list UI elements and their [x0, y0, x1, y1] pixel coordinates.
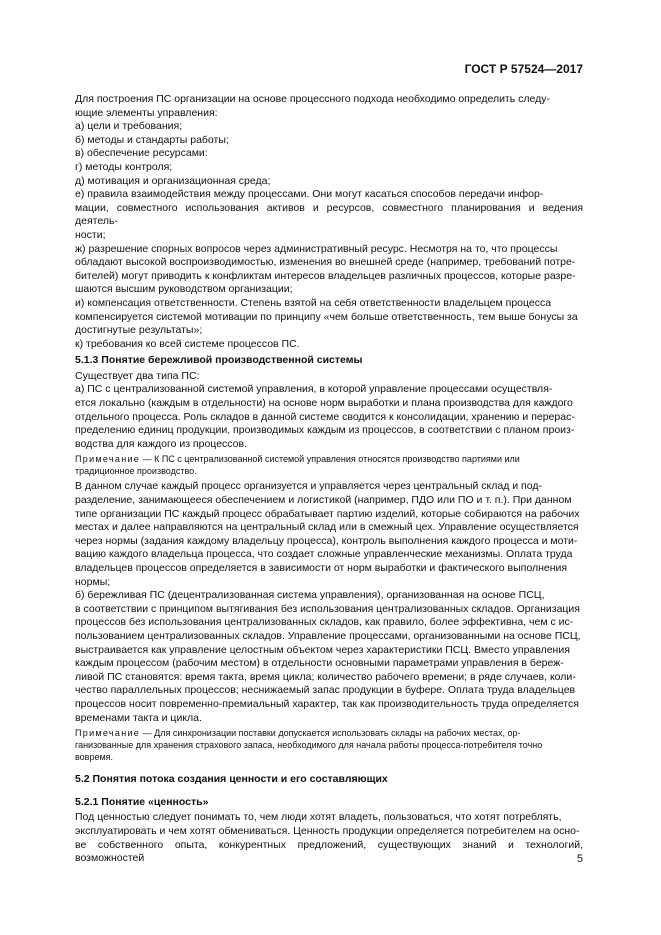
type-b-line-9: процессов носит повременно-премиальный характер, так как производительность труда определяется: [75, 697, 579, 710]
list-item-zh-4: шаются высшим руководством организации;: [75, 283, 293, 296]
note-2-line-3: вовремя.: [75, 752, 114, 763]
list-item-k: к) требования ко всей системе процессов ПС.: [75, 337, 300, 350]
case-line-1: В данном случае каждый процесс организуется и управляется через центральный склад и под-: [75, 480, 542, 493]
list-item-g: г) методы контроля;: [75, 160, 173, 173]
type-b-line-10: временами такта и цикла.: [75, 711, 202, 724]
case-line-8: нормы;: [75, 575, 111, 588]
case-line-6: вацию каждого владельца процесса, что создает сложные управленческие механизмы. Оплата труда: [75, 548, 573, 561]
note-2-line-1: — Для синхронизации поставки допускается использовать склады на рабочих местах, ор-: [140, 728, 521, 739]
type-a-line-2: ется локально (каждым в отдельности) на основе норм выработки и плана производства для каждого: [75, 397, 573, 410]
intro-line-2: ющие элементы управления:: [75, 106, 218, 119]
note-2-line-2: ганизованные для хранения страхового запаса, необходимого для начала работы процесса-потребителя точно: [75, 740, 543, 751]
type-a-line-5: водства для каждого из процессов.: [75, 437, 247, 450]
case-line-7: владельцев процессов определяется в зависимости от норм выработки и фактического выполнения: [75, 562, 568, 574]
type-b-line-8: чество параллельных процессов; неснижаемый запас продукции в буфере. Оплата труда владельцев: [75, 684, 576, 697]
list-item-d: д) мотивация и организационная среда;: [75, 174, 271, 187]
list-item-a: а) цели и требования;: [75, 120, 183, 133]
document-body: [75, 93, 583, 866]
value-line-1: Под ценностью следует понимать то, чем люди хотят владеть, пользоваться, что хотят потреблять,: [75, 811, 562, 824]
note-1-label: Примечание: [75, 454, 141, 465]
section-heading-5-2: 5.2 Понятия потока создания ценности и его составляющих: [75, 773, 388, 786]
case-line-2: разделение, занимающееся обеспечением и логистикой (например, ПДО или ПО и т. п.). При данном: [75, 494, 572, 507]
note-1-line-2: традиционное производство.: [75, 466, 197, 477]
type-b-line-5: выстраивается как управление целостным объектом через характеристики ПСЦ. Вместо управления: [75, 643, 570, 656]
type-b-line-6: каждым процессом (рабочим местом) в отдельности основными параметрами управления в береж-: [75, 657, 564, 670]
list-item-b: б) методы и стандарты работы;: [75, 133, 229, 146]
type-b-line-3: процессов без использования централизованных складов, как правило, более эффективна, чем с ис-: [75, 616, 574, 629]
list-item-zh-1: ж) разрешение спорных вопросов через административный ресурс. Несмотря на то, что процессы: [75, 242, 558, 255]
type-a-line-1: а) ПС с централизованной системой управления, в которой управление процессами осуществля-: [75, 383, 553, 396]
value-line-2: эксплуатировать и чем хотят обмениваться. Ценность продукции определяется потребителем на осно-: [75, 824, 580, 837]
list-item-i-2: компенсируется системой мотивации по принципу «чем больше ответственность, тем выше бонусы за: [75, 310, 578, 323]
list-item-e-1: е) правила взаимодействия между процессами. Они могут касаться способов передачи инфор-: [75, 188, 544, 201]
type-b-line-4: пользованием централизованных складов. Управление процессами, организованными на основе ПСЦ,: [75, 629, 581, 642]
section-heading-5-1-3: 5.1.3 Понятие бережливой производственной системы: [75, 354, 363, 367]
section-heading-5-2-1: 5.2.1 Понятие «ценность»: [75, 795, 209, 808]
note-1: [75, 453, 583, 477]
note-2-label: Примечание: [75, 728, 141, 739]
case-line-3: типе организации ПС каждый процесс обрабатывает партию изделий, которые собираются на рабочих: [75, 507, 580, 520]
case-line-5: через нормы (задания каждому владельцу процесса), контроль выполнения каждого процесса и моти-: [75, 534, 578, 547]
type-a-line-3: отдельного процесса. Роль складов в данной системе сводится к консолидации, хранению и перерас-: [75, 410, 575, 423]
type-a-line-4: пределению единиц продукции, производимых каждым из процессов, в соответствии с планом произ-: [75, 424, 575, 437]
document-id: ГОСТ Р 57524—2017: [464, 62, 583, 76]
two-types-line: Существует два типа ПС:: [75, 369, 200, 382]
note-1-line-1: — К ПС с централизованной системой управления относятся производство партиями или: [140, 454, 520, 465]
value-line-3: ве собственного опыта, конкурентных предложений, существующих знаний и технологий, возможностей: [75, 838, 583, 865]
type-b-line-2: в соответствии с принципом вытягивания без использования централизованных складов. Организация: [75, 602, 580, 615]
list-item-zh-3: бителей) могут приводить к конфликтам интересов владельцев различных процессов, которые разре-: [75, 269, 576, 282]
list-item-zh-2: обладают высокой воспроизводимостью, изменения во внешней среде (например, требований потре-: [75, 256, 576, 269]
intro-line-1: Для построения ПС организации на основе процессного подхода необходимо определить следу-: [75, 93, 550, 105]
list-item-e-3: ности;: [75, 228, 106, 241]
type-b-line-7: ливой ПС становятся: время такта, время цикла; количество рабочего времени; в ряде случаев, коли-: [75, 670, 576, 683]
type-b-line-1: б) бережливая ПС (децентрализованная система управления), организованная на основе ПСЦ,: [75, 589, 545, 602]
list-item-v: в) обеспечение ресурсами:: [75, 147, 208, 160]
list-item-e-2: мации, совместного использования активов и ресурсов, совместного планирования и ведения деятель-: [75, 201, 583, 228]
note-2: [75, 727, 583, 763]
list-item-i-1: и) компенсация ответственности. Степень взятой на себя ответственности владельцем процесса: [75, 296, 552, 309]
case-line-4: местах и далее направляются на центральный склад или в смежный цех. Управление осуществляется: [75, 521, 579, 534]
page-number: 5: [576, 853, 583, 865]
list-item-i-3: достигнутые результаты»;: [75, 324, 203, 337]
